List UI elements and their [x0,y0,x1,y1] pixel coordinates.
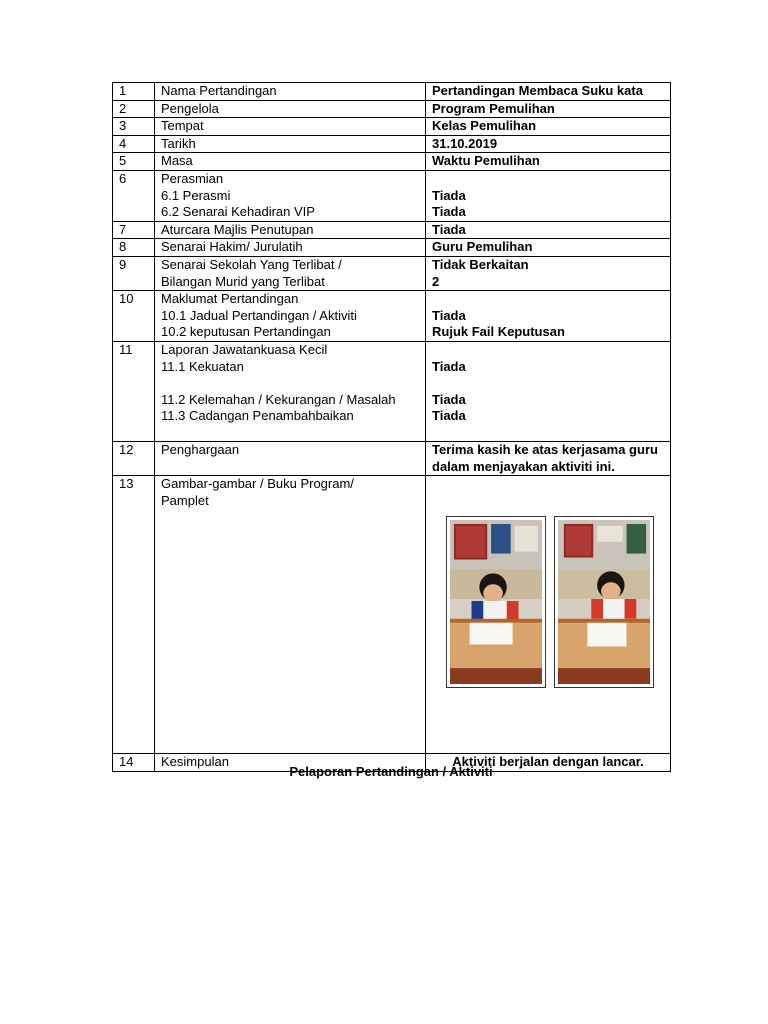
row-label-cell [155,170,426,221]
row-label: Senarai Hakim/ Jurulatih [155,239,426,257]
row-label: Perasmian [161,170,224,186]
row-label-cell [155,341,426,441]
table-row [113,100,671,118]
table-row [113,118,671,136]
row-value: Tiada [432,307,466,323]
row-number: 2 [113,100,155,118]
table-row [113,256,671,290]
row-value: Tiada [432,358,466,374]
row-value: Tiada [432,408,466,424]
row-label: Kesimpulan [155,754,426,772]
row-value: Rujuk Fail Keputusan [432,324,565,340]
row-number: 10 [113,291,155,342]
row-value: Kelas Pemulihan [426,118,671,136]
activity-photo [554,516,654,688]
row-value-cell [426,256,671,290]
row-label: Tarikh [155,135,426,153]
row-value: 2 [432,273,440,289]
row-label: Nama Pertandingan [155,83,426,101]
table-row [113,221,671,239]
row-value: Aktiviti berjalan dengan lancar. [426,754,671,772]
row-value: Terima kasih ke atas kerjasama guru dalam menjayakan aktiviti ini. [426,441,671,475]
row-number: 11 [113,341,155,441]
row-label: Penghargaan [155,441,426,475]
row-number: 13 [113,476,155,754]
row-number: 7 [113,221,155,239]
row-label: Gambar-gambar / Buku Program/ Pamplet [155,476,426,754]
table-row [113,239,671,257]
row-number: 5 [113,153,155,171]
row-sublabel: 11.2 Kelemahan / Kekurangan / Masalah [161,391,396,407]
row-sublabel: 10.2 keputusan Pertandingan [161,324,331,340]
row-label: Pengelola [155,100,426,118]
row-value: Tiada [432,204,466,220]
row-label-cell [155,291,426,342]
activity-photo [446,516,546,688]
table-row [113,291,671,342]
row-sublabel: 6.2 Senarai Kehadiran VIP [161,204,315,220]
row-value-cell [426,341,671,441]
row-number: 12 [113,441,155,475]
row-label: Aturcara Majlis Penutupan [155,221,426,239]
photo-cell [426,476,671,754]
row-value: Waktu Pemulihan [426,153,671,171]
row-number: 14 [113,754,155,772]
row-label: Senarai Sekolah Yang Terlibat / [161,256,342,272]
row-value: Tiada [432,187,466,203]
table-row [113,341,671,441]
report-table [112,82,671,772]
row-sublabel: 6.1 Perasmi [161,187,231,203]
activity-photo-image [450,520,542,684]
table-row [113,153,671,171]
table-row [113,135,671,153]
table-row [113,83,671,101]
row-label: Masa [155,153,426,171]
activity-photo-image [558,520,650,684]
row-value: Tidak Berkaitan [432,256,529,272]
row-label: Tempat [155,118,426,136]
row-sublabel: 10.1 Jadual Pertandingan / Aktiviti [161,307,357,323]
row-number: 9 [113,256,155,290]
row-sublabel: 11.3 Cadangan Penambahbaikan [161,408,354,424]
table-row [113,441,671,475]
row-value: Program Pemulihan [426,100,671,118]
row-value: Tiada [432,391,466,407]
row-label: Laporan Jawatankuasa Kecil [161,341,328,357]
row-value: 31.10.2019 [426,135,671,153]
row-label: Bilangan Murid yang Terlibat [161,273,325,289]
table-row [113,170,671,221]
report-caption: Pelaporan Pertandingan / Aktiviti [289,764,493,779]
row-sublabel: 11.1 Kekuatan [161,358,244,374]
row-number: 4 [113,135,155,153]
row-value: Guru Pemulihan [426,239,671,257]
row-value: Tiada [426,221,671,239]
row-number: 1 [113,83,155,101]
row-value-cell [426,170,671,221]
row-number: 6 [113,170,155,221]
row-number: 3 [113,118,155,136]
row-value: Pertandingan Membaca Suku kata [426,83,671,101]
row-label: Maklumat Pertandingan [161,291,299,307]
table-row [113,476,671,754]
row-value-cell [426,291,671,342]
row-number: 8 [113,239,155,257]
row-label-cell [155,256,426,290]
